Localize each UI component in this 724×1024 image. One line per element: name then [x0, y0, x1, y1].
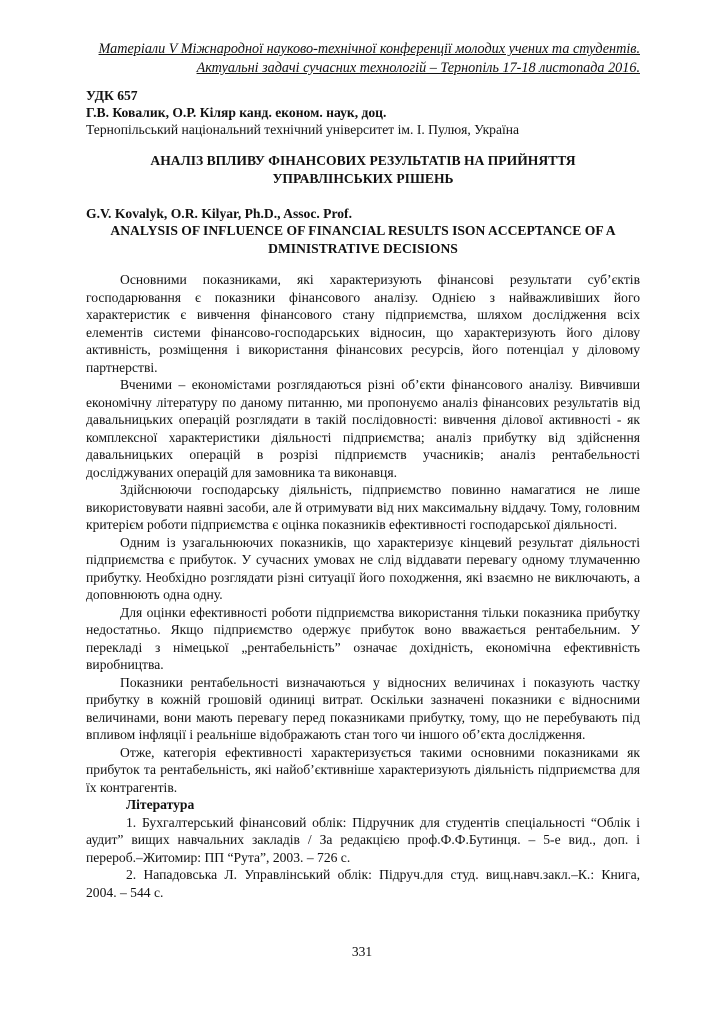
title-ua — [86, 152, 640, 187]
reference-item: 1. Бухгалтерський фінансовий облік: Підручник для студентів спеціальності “Облік і аудит” вищих навчальних закладів / За редакцією проф.Ф.Ф.Бутинця. – 5-е вид., доп. і перероб.–Житомир: ПП “Рута”, 2003. – 726 с. — [86, 814, 640, 865]
body-text — [86, 271, 640, 901]
udc-code: УДК 657 — [86, 88, 138, 103]
title-ua-line-1: АНАЛІЗ ВПЛИВУ ФІНАНСОВИХ РЕЗУЛЬТАТІВ НА ПРИЙНЯТТЯ — [150, 153, 576, 168]
paragraph: Отже, категорія ефективності характеризується такими основними показниками як прибуток та рентабельність, які найоб’єктивніше характеризують діяльність підприємства для їх контрагентів. — [86, 744, 640, 795]
paragraph: Одним із узагальнюючих показників, що характеризує кінцевий результат діяльності підприємства є прибуток. У сучасних умовах не слід віддавати перевагу одному тлумаченню прибутку. Необхідно розглядати різні ситуації його походження, які взаємно не виключають, а доповнюють одна одну. — [86, 534, 640, 602]
affiliation: Тернопільський національний технічний університет ім. І. Пулюя, Україна — [86, 122, 520, 137]
title-en-line-1: ANALYSIS OF INFLUENCE OF FINANCIAL RESULTS ISON ACCEPTANCE OF A — [110, 223, 616, 238]
reference-item: 2. Нападовська Л. Управлінський облік: Підруч.для студ. вищ.навч.закл.–К.: Книга, 2004. – 544 с. — [86, 867, 640, 900]
authors-ua: Г.В. Ковалик, О.Р. Кіляр канд. економ. наук, доц. — [86, 105, 387, 120]
paragraph: Здійснюючи господарську діяльність, підприємство повинно намагатися не лише використовувати наявні засоби, але й отримувати від них максимальну віддачу. Тому, головним критерієм роботи підприємства є оцінка показників ефективності господарської діяльності. — [86, 482, 640, 532]
paragraph: Для оцінки ефективності роботи підприємства використання тільки показника прибутку недостатньо. Якщо підприємство одержує прибуток воно вважається рентабельним. У перекладі з німецької „рентабельність” означає дохідність, економічна ефективність виробництва. — [86, 604, 640, 672]
authors-en: G.V. Kovalyk, O.R. Kilyar, Ph.D., Assoc. Prof. — [86, 206, 352, 221]
title-en — [86, 222, 640, 257]
title-en-line-2: DMINISTRATIVE DECISIONS — [268, 240, 458, 256]
paragraph: Вченими – економістами розглядаються різні об’єкти фінансового аналізу. Вивчивши економічну літературу по даному питанню, ми пропонуємо аналіз фінансових результатів від давальницьких операцій розглядати в такій послідовності: вивчення ділової активності - як комплексної характеристики діяльності підприємства; аналіз прибутку від здійснення давальницьких операцій в розрізі підприємств учасників; аналіз рентабельності досліджуваних операцій для замовника та виконавця. — [86, 377, 640, 480]
literature-heading: Література — [126, 797, 195, 812]
page-number: 331 — [351, 944, 373, 959]
paragraph: Показники рентабельності визначаються у відносних величинах і показують частку прибутку в кожній грошовій одиниці витрат. Оскільки зазначені показники є відносними величинами, вони мають перевагу перед показниками прибутку, тому, що не перебувають під впливом інфляції і реальніше відображають стан того чи іншого об’єкта дослідження. — [86, 674, 640, 742]
title-ua-line-2: УПРАВЛІНСЬКИХ РІШЕНЬ — [272, 170, 454, 186]
paragraph: Основними показниками, які характеризують фінансові результати суб’єктів господарювання є показники фінансового аналізу. Однією з найважливіших його характеристик є вивчення фінансового стану підприємства, шляхом дослідження всіх елементів системи фінансово-господарських відносин, що характеризують його ділову активність, розміщення і використання фінансових ресурсів, його потенціал у діловому партнерстві. — [86, 272, 640, 375]
running-header-line-2: Актуальні задачі сучасних технологій – Тернопіль 17-18 листопада 2016. — [196, 60, 640, 76]
running-header-line-1: Матеріали V Міжнародної науково-технічної конференції молодих учених та студентів. — [98, 41, 640, 57]
